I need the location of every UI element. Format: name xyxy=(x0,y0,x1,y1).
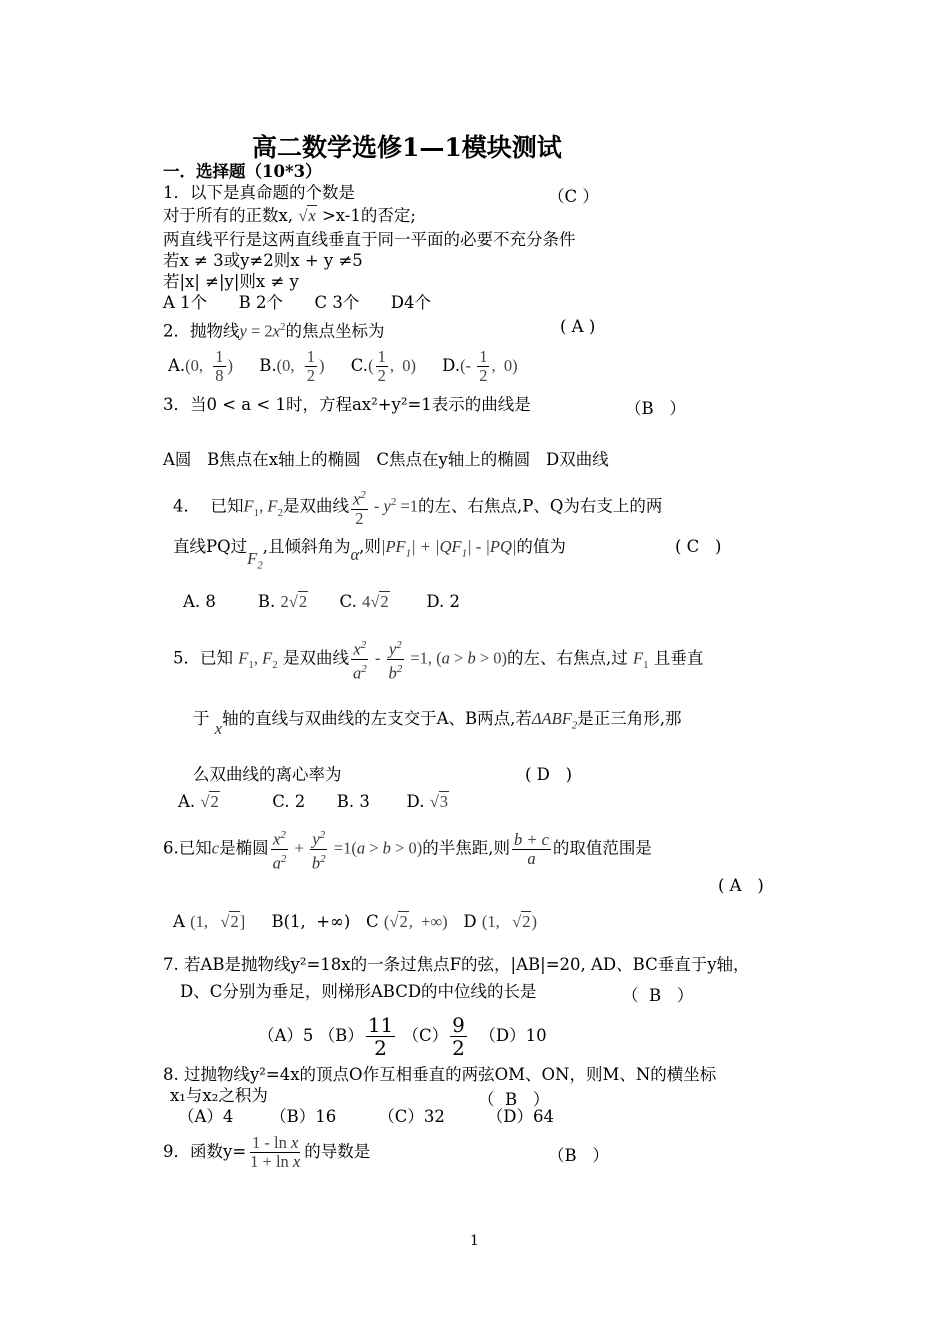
q1-line3: 若x ≠ 3或y≠2则x + y ≠5 xyxy=(163,251,363,270)
q3-answer: （B ） xyxy=(625,399,686,418)
q6-stem: 6.已知c是椭圆 $\frac{x^2}{a^2}$ + $\frac{y^2}{b^2}$ =1(a > b > 0)的半焦距,则 $\frac{b + c}{a}$ 的取值范围是 xyxy=(163,826,652,872)
page-number: 1 xyxy=(470,1233,479,1249)
q6-options: A (1, √2] B(1, +∞) C (√2, +∞) D (1, √2) xyxy=(173,912,537,931)
q7-answer: （ B ） xyxy=(622,986,694,1005)
q5-stem: 5．已知 $F_1$, $F_2$ 是双曲线 $\frac{x^2}{a^2}$ - $\frac{y^2}{b^2}$ =1, (a > b > 0)的左、右焦点,过 $F_1$ 且垂直 xyxy=(173,636,703,685)
q2-answer: ( A ) xyxy=(560,317,596,336)
q7-options: （A）5 （B） $\frac{11}{2}$ （C） $\frac{9}{2}$ （D）10 xyxy=(258,1013,547,1060)
q1-answer: （C ） xyxy=(548,187,599,206)
q8-options: （A）4 （B）16 （C）32 （D）64 xyxy=(178,1107,555,1126)
q6-answer: ( A ) xyxy=(718,876,764,895)
q1-line4: 若|x| ≠|y|则x ≠ y xyxy=(163,272,299,291)
q1-options: A 1个 B 2个 C 3个 D4个 xyxy=(163,293,432,312)
q5-line3: 么双曲线的离心率为 xyxy=(193,765,342,784)
q7-line2: D、C分别为垂足，则梯形ABCD的中位线的长是 xyxy=(180,982,537,1001)
q9-answer: （B ） xyxy=(548,1146,609,1165)
q5-line2: 于 x轴的直线与双曲线的左支交于A、B两点,若$\Delta ABF_2$是正三角形,那 xyxy=(193,709,682,738)
q2-stem: 2．抛物线$y = 2x^2$的焦点坐标为 xyxy=(163,321,385,341)
q4-options: A. 8 B. 2√2 C. 4√2 D. 2 xyxy=(183,592,461,611)
q8-answer: （ B ） xyxy=(478,1090,550,1109)
section-heading: 一．选择题（10*3） xyxy=(163,162,322,181)
q3-stem: 3．当0 < a < 1时，方程ax²+y²=1表示的曲线是 xyxy=(163,395,531,414)
q8-line2: x₁与x₂之积为 xyxy=(170,1086,268,1105)
q1-line2: 两直线平行是这两直线垂直于同一平面的必要不充分条件 xyxy=(163,230,576,249)
q5-options: A. √2 C. 2 B. 3 D. √3 xyxy=(178,792,448,811)
q4-line2: 直线PQ过$F_2$,且倾斜角为α,则$|PF_1| + |QF_1| - |PQ|$的值为 xyxy=(173,537,566,572)
q9-stem: 9．函数y= $\frac{\text{1 - ln x}}{\text{1 + ln x}}$ 的导数是 xyxy=(163,1133,371,1171)
q2-options: A.(0, $\frac{1}{8}$ ) B.(0, $\frac{1}{2}$ ) C.( $\frac{1}{2}$ , 0) D.(- $\frac{1}{2}$ , 0) xyxy=(168,347,518,385)
q4-answer: ( C ) xyxy=(675,537,722,556)
q8-stem: 8. 过抛物线y²=4x的顶点O作互相垂直的两弦OM、ON，则M、N的横坐标 xyxy=(163,1065,717,1084)
q5-answer: ( D ) xyxy=(525,765,573,784)
q1-stem: 1．以下是真命题的个数是 xyxy=(163,183,355,202)
page-title: 高二数学选修1—1模块测试 xyxy=(252,133,562,162)
q1-line1: 对于所有的正数x, √x >x-1的否定; xyxy=(163,206,416,225)
q3-options: A圆 B焦点在x轴上的椭圆 C焦点在y轴上的椭圆 D双曲线 xyxy=(163,450,609,469)
q4-stem: 4． 已知$F_1$, $F_2$是双曲线 $\frac{x^2}{2}$ - $y^2 =1$的左、右焦点,P、Q为右支上的两 xyxy=(173,480,662,535)
q7-stem: 7. 若AB是抛物线y²=18x的一条过焦点F的弦，|AB|=20, AD、BC垂直于y轴， xyxy=(163,955,750,974)
